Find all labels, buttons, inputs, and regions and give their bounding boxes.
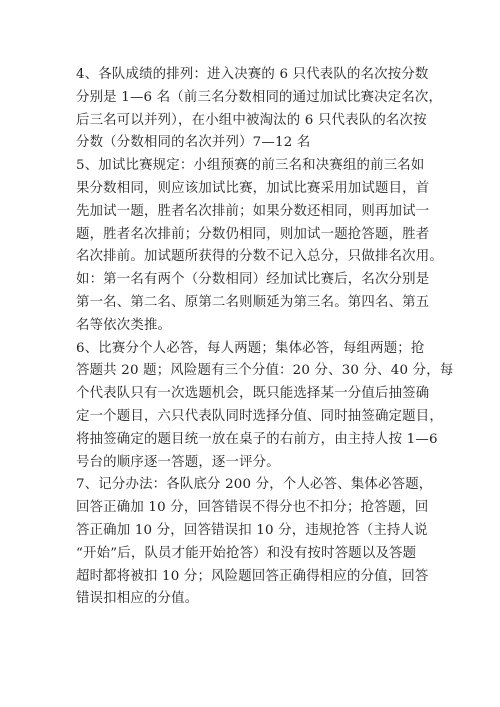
rule-5-line-6: 如：第一名有两个（分数相同）经加试比赛后，名次分别是 [76,272,430,288]
rule-5-line-1: 5、加试比赛规定：小组预赛的前三名和决赛组的前三名如 [76,158,425,174]
rule-4-line-3: 后三名可以并列），在小组中被淘汰的 6 只代表队的名次按 [76,112,427,128]
rule-5-line-2: 果分数相同，则应该加试比赛，加试比赛采用加试题目，首 [76,180,430,196]
rule-7-line-2: 回答正确加 10 分，回答错误不得分也不扣分；抢答题，回 [76,500,429,516]
rule-7-line-1: 7、记分办法：各队底分 200 分，个人必答、集体必答题， [76,477,433,493]
rule-6-line-4: 定一个题目，六只代表队同时选择分值、同时抽签确定题目， [76,408,443,424]
document-body [76,64,454,611]
rule-4-line-2: 分别是 1—6 名（前三名分数相同的通过加试比赛决定名次， [76,89,443,105]
rule-5-line-5: 名次排前。加试题所获得的分数不记入总分，只做排名次用。 [76,249,443,265]
rule-6-line-2: 答题共 20 题；风险题有三个分值：20 分、30 分、40 分，每 [76,363,454,379]
rule-5-line-8: 名等依次类推。 [76,317,172,333]
rule-4-line-1: 4、各队成绩的排列：进入决赛的 6 只代表队的名次按分数 [76,67,429,82]
rule-7-line-4: “开始”后，队员才能开始抢答）和没有按时答题以及答题 [76,545,417,561]
rule-5-line-4: 题，胜者名次排前；分数仍相同，则加试一题抢答题，胜者 [76,226,430,242]
rule-6-line-1: 6、比赛分个人必答，每人两题；集体必答，每组两题；抢 [76,340,425,356]
rule-7-line-3: 答正确加 10 分，回答错误扣 10 分，违规抢答（主持人说 [76,522,428,538]
rule-4-line-4: 分数（分数相同的名次并列）7—12 名 [76,135,311,151]
rule-6-line-3: 个代表队只有一次选题机会，既只能选择某一分值后抽签确 [76,386,430,402]
rule-7-line-5: 超时都将被扣 10 分；风险题回答正确得相应的分值，回答 [76,568,429,584]
rule-7-line-6: 错误扣相应的分值。 [76,591,199,607]
rule-6-line-5: 将抽签确定的题目统一放在桌子的右前方，由主持人按 1—6 [76,431,438,447]
rule-5-line-3: 先加试一题，胜者名次排前；如果分数还相同，则再加试一 [76,203,430,219]
rule-6-line-6: 号台的顺序逐一答题，逐一评分。 [76,454,280,470]
rule-5-line-7: 第一名、第二名、原第二名则顺延为第三名。第四名、第五 [76,294,430,310]
